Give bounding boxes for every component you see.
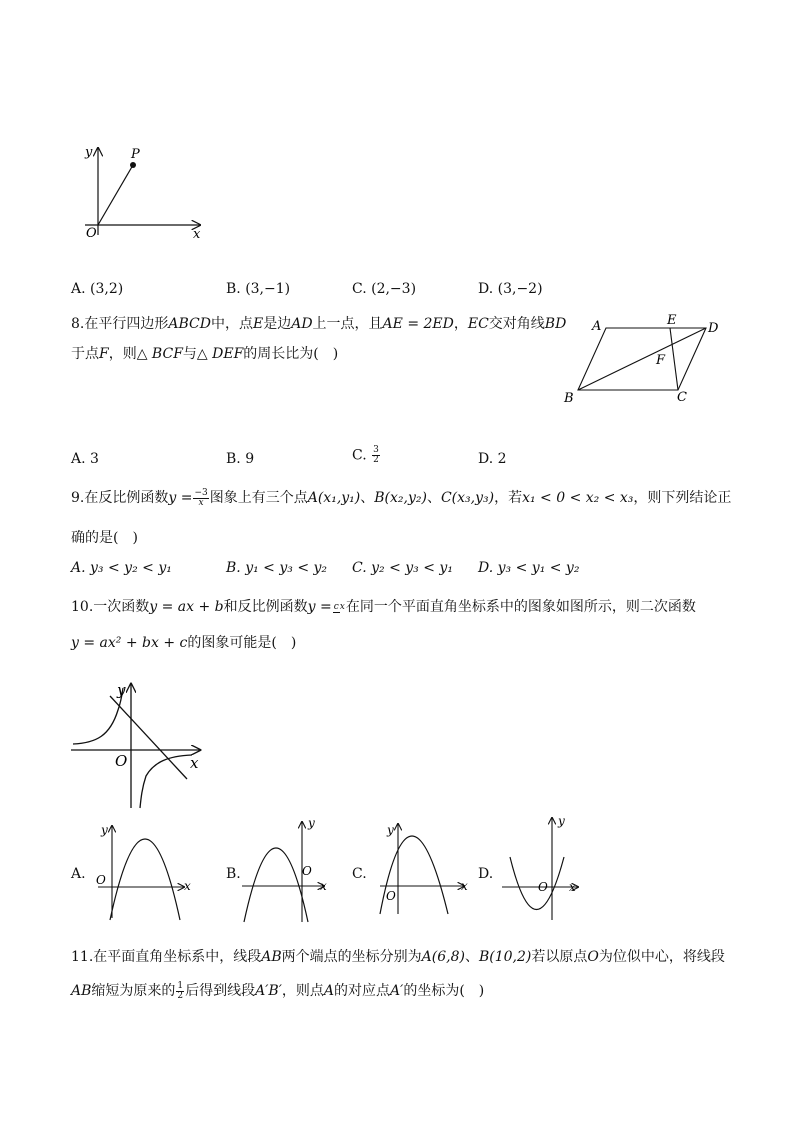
svg-text:y: y: [558, 814, 565, 828]
q9-number: 9.: [71, 490, 85, 506]
svg-text:O: O: [96, 873, 106, 887]
svg-text:x: x: [461, 879, 468, 893]
q8-option-c[interactable]: C. $\frac{3}{2}$: [352, 445, 379, 465]
svg-text:O: O: [538, 880, 548, 894]
q9-option-c[interactable]: C. y₂ < y₃ < y₁: [352, 560, 453, 576]
q10-line-2: y = ax² + bx + c的图象可能是( ): [71, 635, 297, 651]
q8-line-2: 于点F，则△ BCF与△ DEF的周长比为( ): [71, 346, 339, 362]
svg-text:x: x: [320, 879, 327, 893]
q9-option-b[interactable]: B. y₁ < y₃ < y₂: [226, 560, 328, 576]
label-c: C: [677, 390, 687, 405]
point-p: [130, 162, 136, 168]
q8-line-1: 8.在平行四边形ABCD中，点E是边AD上一点，且AE = 2ED，EC交对角线BD: [71, 316, 567, 332]
fraction-neg3-over-x: $\frac{-3}{x}$: [194, 487, 208, 508]
label-d: D: [708, 321, 719, 336]
q10-option-b-graph[interactable]: [236, 814, 336, 924]
q8-option-b[interactable]: B. 9: [226, 451, 255, 467]
svg-text:O: O: [386, 889, 396, 903]
label-b: B: [564, 391, 574, 406]
q8-option-a[interactable]: A. 3: [71, 451, 99, 467]
fraction-c-over-x: cx: [333, 601, 345, 612]
diagonal-bd: [578, 328, 706, 390]
svg-text:y: y: [308, 816, 315, 830]
q7-option-b[interactable]: B. (3,−1): [226, 281, 291, 297]
q7-option-c[interactable]: C. (2,−3): [352, 281, 417, 297]
q10-option-a-graph[interactable]: [88, 818, 198, 923]
label-f: F: [656, 353, 666, 368]
parabola-b: [244, 848, 308, 922]
svg-text:x: x: [569, 880, 576, 894]
q11-line-1: 11.在平面直角坐标系中，线段AB两个端点的坐标分别为A(6,8)、B(10,2)若以原点O为位似中心，将线段: [71, 949, 725, 965]
y-label: y: [117, 681, 126, 699]
o-label: O: [86, 226, 97, 241]
q8-number: 8.: [71, 316, 85, 332]
q7-option-d[interactable]: D. (3,−2): [478, 281, 543, 297]
fraction-one-half: $\frac{1}{2}$: [177, 980, 184, 1001]
p-label: P: [131, 147, 140, 162]
x-label: x: [193, 227, 201, 242]
fraction-three-halves: $\frac{3}{2}$: [373, 445, 379, 465]
svg-text:y: y: [387, 823, 394, 837]
q9-option-d[interactable]: D. y₃ < y₁ < y₂: [478, 560, 580, 576]
segment-op: [98, 165, 133, 225]
o-label: O: [115, 752, 128, 770]
q9-line-1: 9.在反比例函数y = $\frac{-3}{x}$图象上有三个点A(x₁,y₁)、B(x₂,y₂)、C(x₃,y₃)，若x₁ < 0 < x₂ < x₃，则下列结论正: [71, 487, 732, 508]
q10-option-d-label[interactable]: D.: [478, 866, 494, 882]
q11-line-2: AB缩短为原来的 $\frac{1}{2}$ 后得到线段A′B′，则点A的对应点A′的坐标为( ): [71, 980, 485, 1001]
q7-figure: [70, 140, 220, 250]
parabola-a: [110, 839, 180, 920]
label-e: E: [667, 313, 677, 328]
label-a: A: [592, 319, 602, 334]
y-label: y: [85, 145, 93, 160]
q8-parallelogram-figure: [556, 312, 726, 407]
x-label: x: [190, 754, 199, 772]
q10-option-d-graph[interactable]: [496, 812, 591, 922]
hyperbola-branch-right: [140, 755, 192, 808]
q9-line-2: 确的是( ): [71, 530, 138, 546]
q10-line-1: 10.一次函数y = ax + b和反比例函数y = cx在同一个平面直角坐标系中的图象如图所示，则二次函数: [71, 599, 696, 615]
q10-option-b-label[interactable]: B.: [226, 866, 241, 882]
q8-option-d[interactable]: D. 2: [478, 451, 507, 467]
q10-option-c-graph[interactable]: [368, 818, 473, 918]
q10-number: 10.: [71, 599, 94, 615]
svg-text:x: x: [184, 879, 191, 893]
q10-option-c-label[interactable]: C.: [352, 866, 367, 882]
q9-option-a[interactable]: A. y₃ < y₂ < y₁: [71, 560, 172, 576]
svg-text:y: y: [101, 823, 108, 837]
parabola-d: [510, 857, 564, 910]
q7-option-a[interactable]: A. (3,2): [71, 281, 124, 297]
q11-number: 11.: [71, 949, 94, 965]
svg-text:O: O: [302, 864, 312, 878]
segment-ec: [670, 328, 678, 390]
hyperbola-branch-left: [73, 688, 123, 744]
q10-option-a-label[interactable]: A.: [71, 866, 86, 882]
q10-main-figure: [68, 680, 208, 812]
